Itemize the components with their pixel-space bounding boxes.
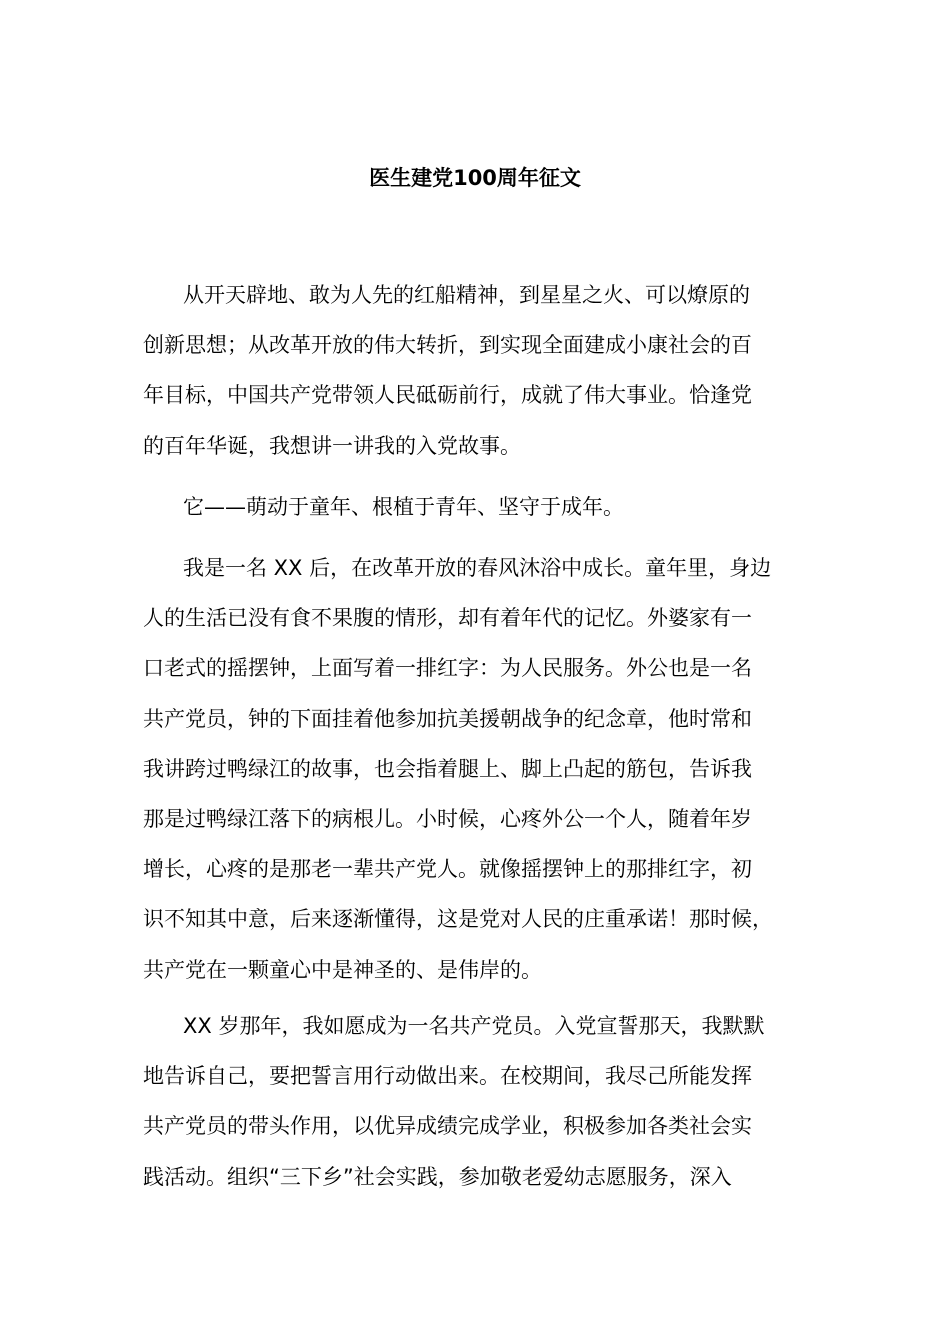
paragraph-line: 践活动。组织“三下乡”社会实践，参加敬老爱幼志愿服务，深入: [143, 1164, 732, 1189]
paragraph-line: 创新思想；从改革开放的伟大转折，到实现全面建成小康社会的百: [143, 333, 752, 358]
paragraph: [143, 270, 833, 471]
paragraph-line: 口老式的摇摆钟，上面写着一排红字：为人民服务。外公也是一名: [143, 656, 752, 681]
paragraph-line: 我是一名 XX 后，在改革开放的春风沐浴中成长。童年里，身边: [183, 556, 772, 580]
paragraph-line: 地告诉自己，要把誓言用行动做出来。在校期间，我尽己所能发挥: [143, 1064, 752, 1089]
paragraph-line: 它——萌动于童年、根植于青年、坚守于成年。: [183, 495, 624, 519]
paragraph: [143, 543, 833, 995]
paragraph-line: 共产党员，钟的下面挂着他参加抗美援朝战争的纪念章，他时常和: [143, 706, 752, 731]
paragraph-line: 的百年华诞，我想讲一讲我的入党故事。: [143, 433, 521, 458]
paragraph: [143, 482, 833, 532]
paragraph-line: 识不知其中意，后来逐渐懂得，这是党对人民的庄重承诺！那时候，: [143, 907, 773, 932]
document-title: 医生建党100周年征文: [369, 166, 581, 190]
paragraph-line: 年目标，中国共产党带领人民砥砺前行，成就了伟大事业。恰逢党: [143, 383, 752, 408]
paragraph-line: 共产党员的带头作用，以优异成绩完成学业，积极参加各类社会实: [143, 1114, 752, 1139]
paragraph-line: 我讲跨过鸭绿江的故事，也会指着腿上、脚上凸起的筋包，告诉我: [143, 756, 752, 781]
paragraph-line: XX 岁那年，我如愿成为一名共产党员。入党宣誓那天，我默默: [183, 1014, 765, 1038]
paragraph-line: 共产党在一颗童心中是神圣的、是伟岸的。: [143, 957, 542, 982]
paragraph-line: 从开天辟地、敢为人先的红船精神，到星星之火、可以燎原的: [183, 283, 750, 307]
paragraph-line: 那是过鸭绿江落下的病根儿。小时候，心疼外公一个人，随着年岁: [143, 807, 752, 832]
paragraph-line: 人的生活已没有食不果腹的情形，却有着年代的记忆。外婆家有一: [143, 606, 752, 631]
paragraph: [143, 1001, 833, 1202]
paragraph-line: 增长，心疼的是那老一辈共产党人。就像摇摆钟上的那排红字，初: [143, 857, 752, 882]
